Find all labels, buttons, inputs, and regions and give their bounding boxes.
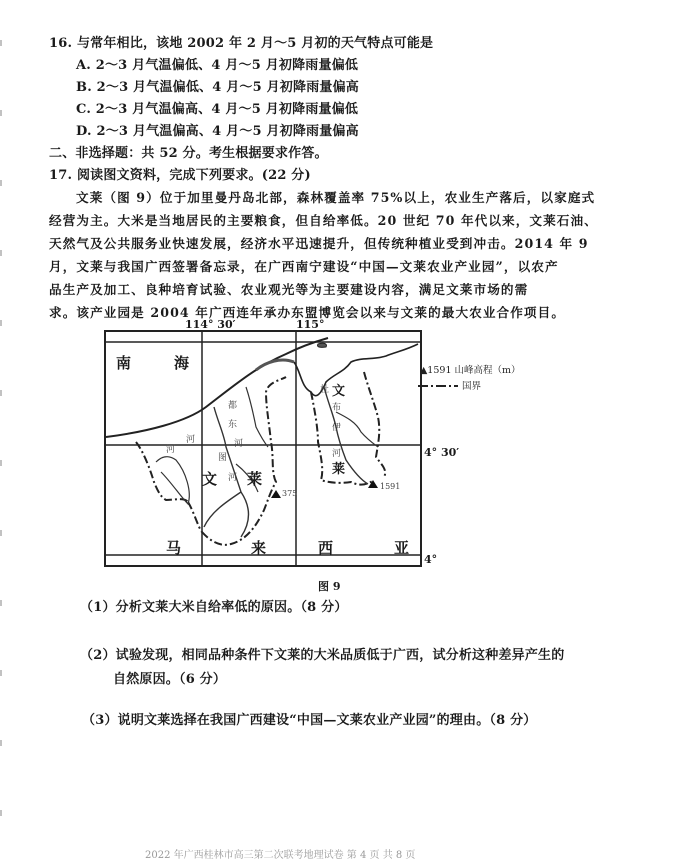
lat-label-4-30: 4° 30′ bbox=[424, 446, 460, 459]
river-label: 东 bbox=[228, 420, 238, 430]
q17-passage-line-6: 求。该产业园是 2004 年广西连年承办东盟博览会以来与文莱的最大农业合作项目。 bbox=[49, 305, 566, 320]
brunei-map bbox=[104, 330, 422, 567]
legend-peak: ▲1591 山峰高程（m） bbox=[420, 365, 521, 376]
country-label-wen: 文 bbox=[202, 470, 218, 488]
peak-elevation-1591: 1591 bbox=[380, 482, 401, 491]
river-label: 河 bbox=[234, 439, 244, 449]
country-label-east-wen: 文 bbox=[332, 384, 346, 399]
section2-heading: 二、非选择题：共 52 分。考生根据要求作答。 bbox=[49, 146, 328, 161]
q17-sub-1: （1）分析文莱大米自给率低的原因。（8 分） bbox=[80, 600, 348, 615]
river-label: 伊 bbox=[332, 423, 342, 433]
q16-option-c: C. 2～3 月气温偏高、4 月～5 月初降雨量偏低 bbox=[76, 102, 359, 117]
legend-border: 国界 bbox=[462, 381, 482, 392]
page-footer: 2022 年广西桂林市高三第二次联考地理试卷 第 4 页 共 8 页 bbox=[145, 850, 416, 861]
q16-option-d: D. 2～3 月气温偏高、4 月～5 月初降雨量偏高 bbox=[76, 124, 359, 139]
sea-label-hai: 海 bbox=[174, 354, 190, 372]
q17-passage-line-5: 品生产及加工、良种培育试验、农业观光等为主要建设内容，满足文莱市场的需 bbox=[49, 282, 529, 297]
sea-label-nan: 南 bbox=[116, 354, 132, 372]
river-label: 河 bbox=[166, 445, 176, 455]
q16-option-a: A. 2～3 月气温偏低、4 月～5 月初降雨量偏低 bbox=[76, 58, 359, 73]
q17-sub-3: （3）说明文莱选择在我国广西建设“中国—文莱农业产业园”的理由。（8 分） bbox=[82, 713, 537, 728]
lon-label-114-30: 114° 30′ bbox=[185, 318, 236, 331]
q17-stem: 17. 阅读图文资料，完成下列要求。(22 分) bbox=[49, 168, 311, 183]
q17-passage-line-4: 月，文莱与我国广西签署备忘录，在广西南宁建设“中国—文莱农业产业园”，以农产 bbox=[49, 259, 559, 274]
neighbor-label-xi: 西 bbox=[318, 539, 334, 557]
q17-passage-line-3: 天然气及公共服务业快速发展，经济水平迅速提升，但传统种植业受到冲击。2014 年 9 bbox=[49, 236, 589, 251]
river-label: 都 bbox=[228, 401, 238, 411]
lon-label-115: 115° bbox=[296, 318, 325, 331]
scan-edge-marks bbox=[0, 0, 2, 853]
neighbor-label-ma: 马 bbox=[166, 539, 182, 557]
river-label: 河 bbox=[228, 473, 238, 483]
neighbor-label-ya: 亚 bbox=[394, 539, 410, 557]
figure-caption: 图 9 bbox=[318, 580, 341, 593]
river-label: 杜 bbox=[320, 385, 330, 395]
river-label: 布 bbox=[332, 403, 342, 413]
q16-stem: 16. 与常年相比，该地 2002 年 2 月～5 月初的天气特点可能是 bbox=[49, 36, 434, 51]
q17-sub-2-cont: 自然原因。（6 分） bbox=[113, 672, 227, 687]
neighbor-label-lai: 来 bbox=[251, 539, 267, 557]
q17-passage-line-1: 文莱（图 9）位于加里曼丹岛北部，森林覆盖率 75%以上，农业生产落后，以家庭式 bbox=[76, 190, 596, 205]
q17-passage-line-2: 经营为主。大米是当地居民的主要粮食，但自给率低。20 世纪 70 年代以来，文莱石油、 bbox=[49, 213, 598, 228]
map-drawing bbox=[106, 332, 420, 565]
river-label: 图 bbox=[218, 453, 228, 463]
q16-option-b: B. 2～3 月气温偏低、4 月～5 月初降雨量偏高 bbox=[76, 80, 359, 95]
q17-sub-2: （2）试验发现，相同品种条件下文莱的大米品质低于广西，试分析这种差异产生的 bbox=[80, 648, 565, 663]
river-label: 河 bbox=[332, 449, 342, 459]
country-label-lai: 莱 bbox=[247, 470, 263, 488]
border-legend-icon bbox=[418, 382, 458, 390]
country-label-east-lai: 莱 bbox=[332, 462, 346, 477]
peak-elevation-375: 375 bbox=[282, 489, 298, 498]
lat-label-4: 4° bbox=[424, 553, 438, 566]
river-label: 河 bbox=[186, 435, 196, 445]
